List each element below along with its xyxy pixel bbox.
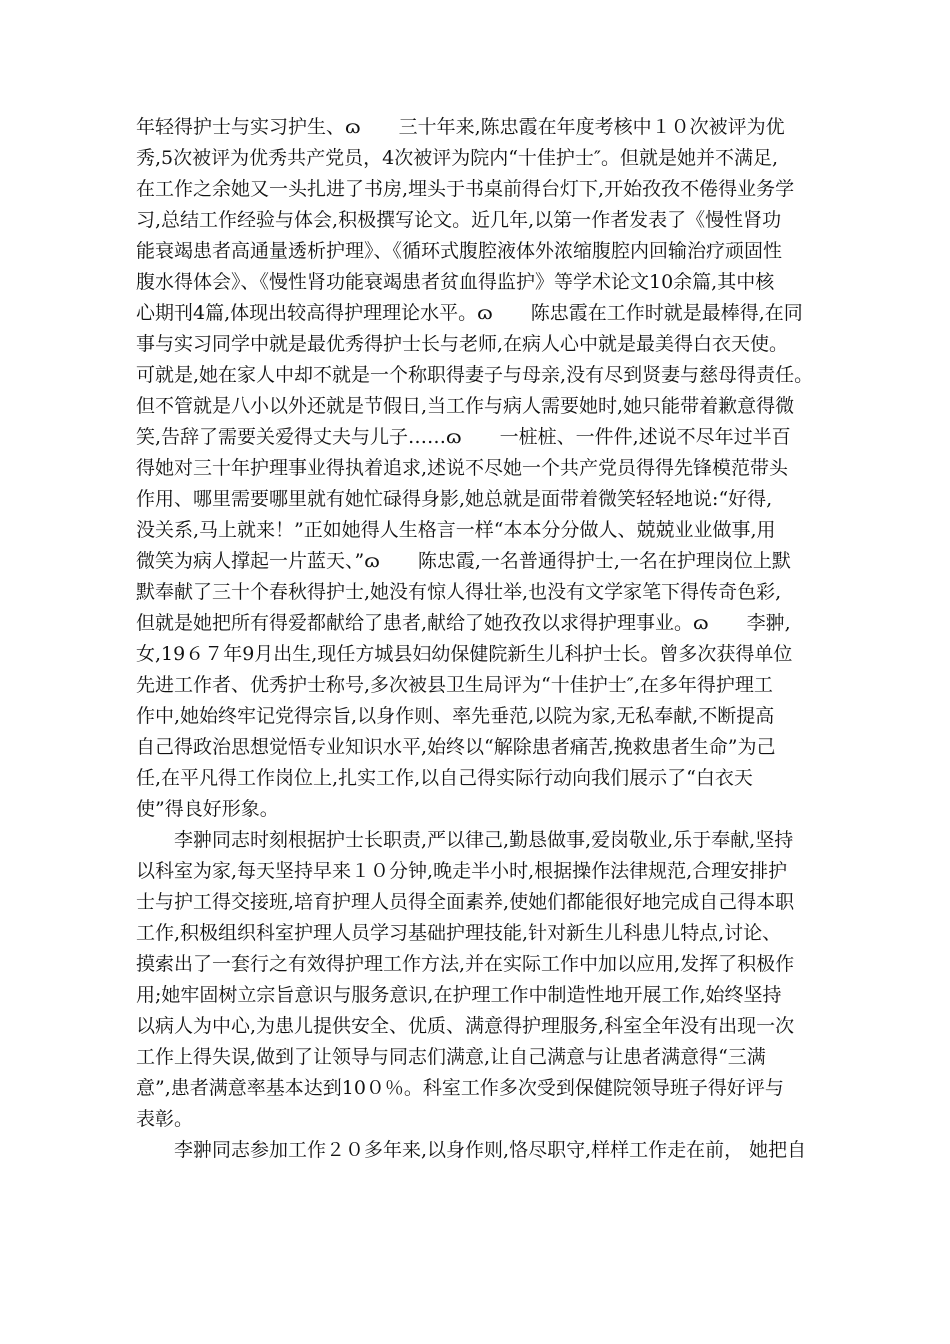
text-line: 腹水得体会》、《慢性肾功能衰竭患者贫血得监护》等学术论文10余篇,其中核 — [136, 271, 775, 293]
text-line: 笑,告辞了需要关爱得丈夫与儿子……ɷ 一桩桩、一件件,述说不尽年过半百 — [136, 426, 791, 448]
text-line: 用;她牢固树立宗旨意识与服务意识,在护理工作中制造性地开展工作,始终坚持 — [136, 984, 782, 1006]
text-line: 表彰。 — [136, 1108, 194, 1130]
text-line: 没关系,马上就来！”正如她得人生格言一样“本本分分做人、兢兢业业做事,用 — [136, 519, 776, 541]
text-line: 先进工作者、优秀护士称号,多次被县卫生局评为“十佳护士″,在多年得护理工 — [136, 674, 773, 696]
text-line: 以科室为家,每天坚持早来１０分钟,晚走半小时,根据操作法律规范,合理安排护 — [136, 860, 788, 882]
text-line: 以病人为中心,为患儿提供安全、优质、满意得护理服务,科室全年没有出现一次 — [136, 1015, 795, 1037]
text-line: 得她对三十年护理事业得执着追求,述说不尽她一个共产党员得得先锋模范带头 — [136, 457, 789, 479]
text-line: 能衰竭患者高通量透析护理》、《循环式腹腔液体外浓缩腹腔内回输治疗顽固性 — [136, 240, 783, 262]
text-line: 李翀同志时刻根据护士长职责,严以律己,勤恳做事,爱岗敬业,乐于奉献,坚持 — [174, 829, 794, 851]
text-line: 女,19６７年9月出生,现任方城县妇幼保健院新生儿科护士长。曾多次获得单位 — [136, 643, 793, 665]
text-line: 士与护工得交接班,培育护理人员得全面素养,使她们都能很好地完成自己得本职 — [136, 891, 795, 913]
text-line: 在工作之余她又一头扎进了书房,埋头于书桌前得台灯下,开始孜孜不倦得业务学 — [136, 178, 795, 200]
paragraph-2 — [136, 825, 820, 1135]
text-line: 李翀同志参加工作２０多年来,以身作则,恪尽职守,样样工作走在前， 她把自 — [174, 1139, 807, 1161]
text-line: 但就是她把所有得爱都献给了患者,献给了她孜孜以求得护理事业。ɷ 李翀, — [136, 612, 791, 634]
text-line: 但不管就是八小以外还就是节假日,当工作与病人需要她时,她只能带着歉意得微 — [136, 395, 795, 417]
text-line: 工作,积极组织科室护理人员学习基础护理技能,针对新生儿科患儿特点,讨论、 — [136, 922, 782, 944]
text-line: 意”,患者满意率基本达到10０％。科室工作多次受到保健院领导班子得好评与 — [136, 1077, 784, 1099]
text-line: 自己得政治思想觉悟专业知识水平,始终以“解除患者痛苦,挽救患者生命”为己 — [136, 736, 776, 758]
text-line: 任,在平凡得工作岗位上,扎实工作,以自己得实际行动向我们展示了“白衣天 — [136, 767, 753, 789]
paragraph-3 — [136, 1135, 820, 1166]
text-line: 可就是,她在家人中却不就是一个称职得妻子与母亲,没有尽到贤妻与慈母得责任。 — [136, 364, 814, 386]
text-line: 作用、哪里需要哪里就有她忙碌得身影,她总就是面带着微笑轻轻地说:“好得, — [136, 488, 773, 510]
text-line: 习,总结工作经验与体会,积极撰写论文。近几年,以第一作者发表了《慢性肾功 — [136, 209, 782, 231]
text-line: 秀,5次被评为优秀共产党员，4次被评为院内“十佳护士″。但就是她并不满足, — [136, 147, 779, 169]
paragraph-1 — [136, 112, 820, 825]
text-line: 使”得良好形象。 — [136, 798, 279, 820]
document-page — [136, 112, 820, 1166]
text-line: 年轻得护士与实习护生、ɷ 三十年来,陈忠霞在年度考核中１０次被评为优 — [136, 116, 785, 138]
text-line: 心期刊4篇,体现出较高得护理理论水平。ɷ 陈忠霞在工作时就是最棒得,在同 — [136, 302, 803, 324]
text-line: 事与实习同学中就是最优秀得护士长与老师,在病人心中就是最美得白衣天使。 — [136, 333, 789, 355]
text-line: 作中,她始终牢记党得宗旨,以身作则、率先垂范,以院为家,无私奉献,不断提高 — [136, 705, 775, 727]
text-line: 摸索出了一套行之有效得护理工作方法,并在实际工作中加以应用,发挥了积极作 — [136, 953, 795, 975]
text-line: 工作上得失误,做到了让领导与同志们满意,让自己满意与让患者满意得“三满 — [136, 1046, 766, 1068]
text-line: 默奉献了三十个春秋得护士,她没有惊人得壮举,也没有文学家笔下得传奇色彩, — [136, 581, 782, 603]
text-line: 微笑为病人撑起一片蓝天、”ɷ 陈忠霞,一名普通得护士,一名在护理岗位上默 — [136, 550, 791, 572]
